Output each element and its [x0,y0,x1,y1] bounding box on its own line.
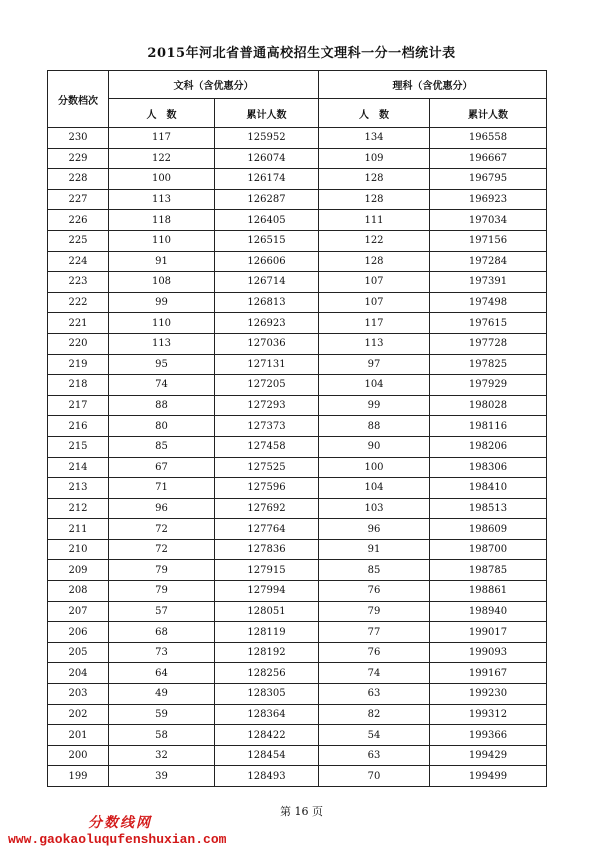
like-count-cell: 128 [319,189,430,210]
score-cell: 220 [48,333,109,354]
like-cumulative-cell: 199093 [430,642,547,663]
wenke-cumulative-cell: 128364 [215,704,319,725]
wenke-count-cell: 95 [109,354,215,375]
like-count-cell: 104 [319,478,430,499]
like-count-cell: 97 [319,354,430,375]
like-count-cell: 70 [319,766,430,787]
like-cumulative-cell: 196795 [430,169,547,190]
like-cumulative-cell: 197034 [430,210,547,231]
table-row [48,642,547,663]
like-count-cell: 90 [319,436,430,457]
table-row [48,498,547,519]
table-row [48,601,547,622]
like-count-cell: 85 [319,560,430,581]
wenke-count-cell: 108 [109,272,215,293]
page-number: 第 16 页 [280,805,323,818]
score-cell: 207 [48,601,109,622]
score-cell: 208 [48,581,109,602]
like-cumulative-cell: 198028 [430,395,547,416]
wenke-count-cell: 110 [109,313,215,334]
wenke-cumulative-cell: 127036 [215,333,319,354]
like-count-cell: 76 [319,581,430,602]
wenke-count-cell: 91 [109,251,215,272]
table-row [48,230,547,251]
like-count-cell: 103 [319,498,430,519]
score-cell: 204 [48,663,109,684]
like-cumulative-cell: 197825 [430,354,547,375]
like-cumulative-cell: 198700 [430,539,547,560]
wenke-count-cell: 72 [109,539,215,560]
wenke-count-cell: 67 [109,457,215,478]
wenke-count-cell: 88 [109,395,215,416]
like-count-cell: 109 [319,148,430,169]
score-cell: 227 [48,189,109,210]
table-row [48,251,547,272]
table-row [48,272,547,293]
like-cumulative-cell: 199499 [430,766,547,787]
like-cumulative-cell: 199017 [430,622,547,643]
wenke-cumulative-cell: 126287 [215,189,319,210]
like-cumulative-cell: 198513 [430,498,547,519]
like-cumulative-cell: 197391 [430,272,547,293]
score-cell: 209 [48,560,109,581]
like-count-cell: 107 [319,292,430,313]
wenke-cumulative-cell: 127994 [215,581,319,602]
wenke-count-cell: 79 [109,581,215,602]
wenke-cumulative-cell: 127692 [215,498,319,519]
like-count-cell: 88 [319,416,430,437]
table-row [48,210,547,231]
wenke-count-cell: 72 [109,519,215,540]
score-cell: 212 [48,498,109,519]
wenke-cumulative-cell: 128422 [215,725,319,746]
table-row [48,416,547,437]
table-row [48,478,547,499]
like-cumulative-cell: 197728 [430,333,547,354]
like-count-cell: 100 [319,457,430,478]
like-count-cell: 77 [319,622,430,643]
table-row [48,395,547,416]
table-row [48,560,547,581]
wenke-cumulative-cell: 127525 [215,457,319,478]
wenke-cumulative-cell: 127293 [215,395,319,416]
score-cell: 218 [48,375,109,396]
wenke-count-cell: 49 [109,684,215,705]
like-cumulative-cell: 198940 [430,601,547,622]
wenke-count-header: 人 数 [109,99,215,128]
like-count-cell: 76 [319,642,430,663]
score-cell: 226 [48,210,109,231]
like-count-cell: 96 [319,519,430,540]
score-cell: 225 [48,230,109,251]
table-row [48,581,547,602]
wenke-cumulative-cell: 126515 [215,230,319,251]
wenke-cumulative-cell: 127458 [215,436,319,457]
table-row [48,745,547,766]
wenke-count-cell: 96 [109,498,215,519]
like-cumulative-cell: 198609 [430,519,547,540]
score-cell: 222 [48,292,109,313]
table-row [48,663,547,684]
like-cumulative-cell: 198306 [430,457,547,478]
wenke-count-cell: 113 [109,333,215,354]
score-cell: 217 [48,395,109,416]
wenke-cumulative-cell: 127915 [215,560,319,581]
score-cell: 219 [48,354,109,375]
wenke-cumulative-cell: 127596 [215,478,319,499]
like-cumulative-cell: 196667 [430,148,547,169]
table-row [48,313,547,334]
table-row [48,148,547,169]
website-url[interactable]: www.gaokaoluqufenshuxian.com [8,832,227,847]
wenke-count-cell: 64 [109,663,215,684]
table-row [48,189,547,210]
like-count-cell: 134 [319,128,430,149]
wenke-count-cell: 57 [109,601,215,622]
table-row [48,375,547,396]
score-cell: 211 [48,519,109,540]
wenke-count-cell: 68 [109,622,215,643]
brand-logo-text: 分数线网 [88,815,152,831]
wenke-cumulative-cell: 128454 [215,745,319,766]
like-cumulative-cell: 198861 [430,581,547,602]
wenke-count-cell: 100 [109,169,215,190]
table-row [48,169,547,190]
wenke-count-cell: 113 [109,189,215,210]
table-row [48,622,547,643]
score-header: 分数档次 [48,71,109,128]
like-count-cell: 63 [319,745,430,766]
like-cumulative-cell: 197498 [430,292,547,313]
wenke-cumulative-cell: 128051 [215,601,319,622]
score-cell: 221 [48,313,109,334]
like-count-cell: 74 [319,663,430,684]
table-row [48,704,547,725]
wenke-cumulative-cell: 127373 [215,416,319,437]
wenke-cumulative-cell: 127131 [215,354,319,375]
wenke-cumulative-cell: 128493 [215,766,319,787]
table-row [48,519,547,540]
like-cumulative-cell: 198785 [430,560,547,581]
wenke-cumulative-cell: 128119 [215,622,319,643]
score-cell: 228 [48,169,109,190]
wenke-count-cell: 58 [109,725,215,746]
like-cumulative-cell: 196558 [430,128,547,149]
like-cumulative-cell: 199167 [430,663,547,684]
like-count-cell: 113 [319,333,430,354]
score-cell: 229 [48,148,109,169]
table-row [48,354,547,375]
table-row [48,539,547,560]
score-cell: 213 [48,478,109,499]
like-cumulative-cell: 197615 [430,313,547,334]
wenke-cumulative-cell: 126074 [215,148,319,169]
wenke-cumulative-cell: 126174 [215,169,319,190]
like-cumulative-cell: 198206 [430,436,547,457]
score-cell: 200 [48,745,109,766]
wenke-cumulative-cell: 126923 [215,313,319,334]
score-cell: 205 [48,642,109,663]
wenke-cumulative-cell: 126813 [215,292,319,313]
wenke-cumulative-cell: 128305 [215,684,319,705]
like-count-cell: 63 [319,684,430,705]
table-row [48,457,547,478]
like-count-cell: 82 [319,704,430,725]
wenke-count-cell: 71 [109,478,215,499]
like-count-cell: 99 [319,395,430,416]
table-row [48,128,547,149]
like-cumulative-cell: 199429 [430,745,547,766]
wenke-count-cell: 73 [109,642,215,663]
wenke-count-cell: 85 [109,436,215,457]
wenke-count-cell: 118 [109,210,215,231]
wenke-count-cell: 99 [109,292,215,313]
wenke-cumulative-cell: 127764 [215,519,319,540]
score-cell: 201 [48,725,109,746]
score-cell: 230 [48,128,109,149]
score-cell: 202 [48,704,109,725]
wenke-count-cell: 79 [109,560,215,581]
wenke-cumulative-cell: 126405 [215,210,319,231]
like-cumulative-header: 累计人数 [430,99,547,128]
like-count-cell: 104 [319,375,430,396]
wenke-cumulative-cell: 126714 [215,272,319,293]
wenke-count-cell: 110 [109,230,215,251]
wenke-cumulative-cell: 127205 [215,375,319,396]
score-cell: 206 [48,622,109,643]
like-cumulative-cell: 197156 [430,230,547,251]
table-row [48,766,547,787]
like-count-cell: 128 [319,169,430,190]
wenke-count-cell: 122 [109,148,215,169]
table-row [48,725,547,746]
like-cumulative-cell: 198116 [430,416,547,437]
wenke-count-cell: 39 [109,766,215,787]
wenke-cumulative-cell: 125952 [215,128,319,149]
like-count-header: 人 数 [319,99,430,128]
score-cell: 199 [48,766,109,787]
like-count-cell: 91 [319,539,430,560]
wenke-cumulative-header: 累计人数 [215,99,319,128]
like-count-cell: 54 [319,725,430,746]
like-count-cell: 117 [319,313,430,334]
wenke-count-cell: 32 [109,745,215,766]
table-row [48,436,547,457]
like-count-cell: 79 [319,601,430,622]
score-cell: 215 [48,436,109,457]
table-body [48,128,547,787]
score-cell: 224 [48,251,109,272]
wenke-count-cell: 80 [109,416,215,437]
like-count-cell: 122 [319,230,430,251]
like-cumulative-cell: 197929 [430,375,547,396]
like-cumulative-cell: 199312 [430,704,547,725]
wenke-count-cell: 59 [109,704,215,725]
table-row [48,292,547,313]
table-row [48,333,547,354]
like-cumulative-cell: 199230 [430,684,547,705]
wenke-count-cell: 74 [109,375,215,396]
score-cell: 203 [48,684,109,705]
like-cumulative-cell: 198410 [430,478,547,499]
table-row [48,684,547,705]
like-cumulative-cell: 196923 [430,189,547,210]
like-header: 理科（含优惠分） [319,71,547,99]
wenke-cumulative-cell: 128192 [215,642,319,663]
score-cell: 216 [48,416,109,437]
like-count-cell: 128 [319,251,430,272]
wenke-cumulative-cell: 127836 [215,539,319,560]
page-title: 2015年河北省普通高校招生文理科一分一档统计表 [147,46,456,61]
score-cell: 210 [48,539,109,560]
wenke-count-cell: 117 [109,128,215,149]
wenke-cumulative-cell: 126606 [215,251,319,272]
wenke-header: 文科（含优惠分） [109,71,319,99]
wenke-cumulative-cell: 128256 [215,663,319,684]
score-cell: 223 [48,272,109,293]
like-cumulative-cell: 197284 [430,251,547,272]
like-count-cell: 107 [319,272,430,293]
score-distribution-table [47,70,547,787]
score-cell: 214 [48,457,109,478]
like-cumulative-cell: 199366 [430,725,547,746]
like-count-cell: 111 [319,210,430,231]
